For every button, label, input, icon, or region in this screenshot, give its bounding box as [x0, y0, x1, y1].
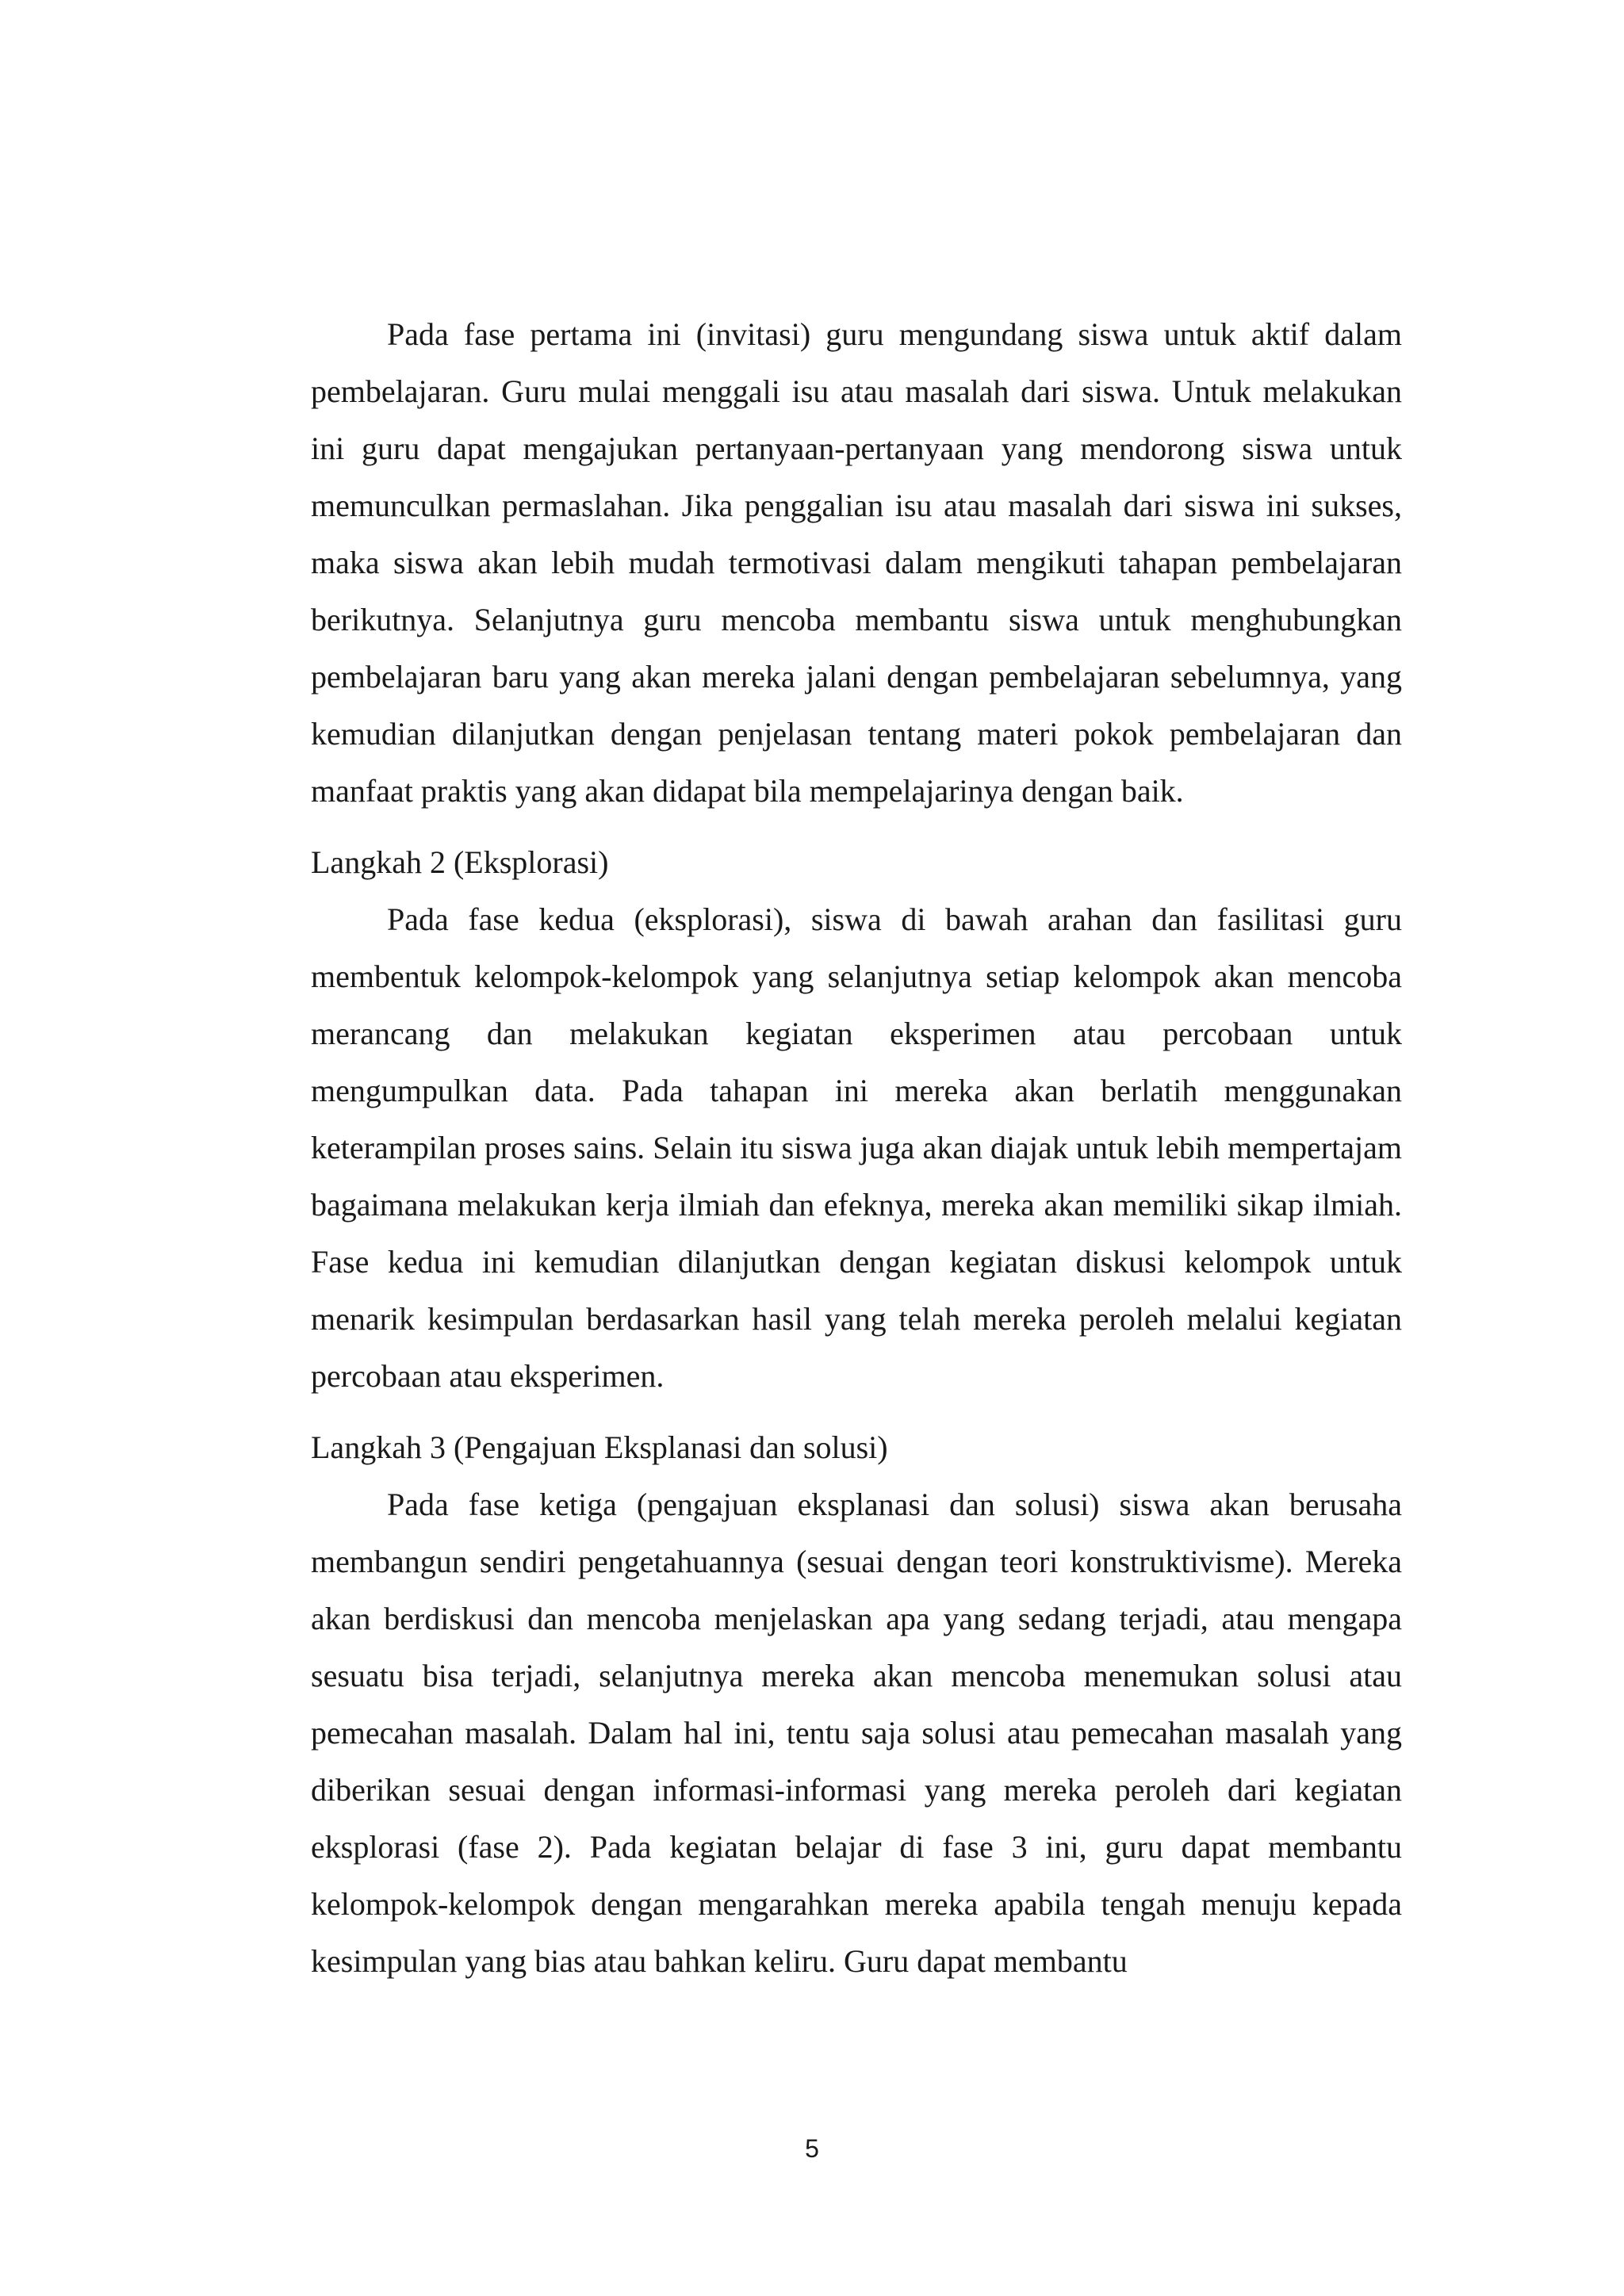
paragraph-eksplanasi: Pada fase ketiga (pengajuan eksplanasi dan solusi) siswa akan berusaha membangun sendiri pengetahuannya (sesuai dengan teori konstruktivisme). Mereka akan berdiskusi dan mencoba menjelaskan apa yang sedang terjadi, atau mengapa sesuatu bisa terjadi, selanjutnya mereka akan mencoba menemukan solusi atau pemecahan masalah. Dalam hal ini, tentu saja solusi atau pemecahan masalah yang diberikan sesuai dengan informasi-informasi yang mereka peroleh dari kegiatan eksplorasi (fase 2). Pada kegiatan belajar di fase 3 ini, guru dapat membantu kelompok-kelompok dengan mengarahkan mereka apabila tengah menuju kepada kesimpulan yang bias atau bahkan keliru. Guru dapat membantu — [311, 1487, 1402, 1979]
paragraph-invitasi: Pada fase pertama ini (invitasi) guru mengundang siswa untuk aktif dalam pembelajaran. Guru mulai menggali isu atau masalah dari siswa. Untuk melakukan ini guru dapat mengajukan pertanyaan-pertanyaan yang mendorong siswa untuk memunculkan permaslahan. Jika penggalian isu atau masalah dari siswa ini sukses, maka siswa akan lebih mudah termotivasi dalam mengikuti tahapan pembelajaran berikutnya. Selanjutnya guru mencoba membantu siswa untuk menghubungkan pembelajaran baru yang akan mereka jalani dengan pembelajaran sebelumnya, yang kemudian dilanjutkan dengan penjelasan tentang materi pokok pembelajaran dan manfaat praktis yang akan didapat bila mempelajarinya dengan baik. — [311, 316, 1402, 809]
heading-langkah-2: Langkah 2 (Eksplorasi) — [311, 844, 609, 880]
paragraph-eksplorasi: Pada fase kedua (eksplorasi), siswa di bawah arahan dan fasilitasi guru membentuk kelompok-kelompok yang selanjutnya setiap kelompok akan mencoba merancang dan melakukan kegiatan eksperimen atau percobaan untuk mengumpulkan data. Pada tahapan ini mereka akan berlatih menggunakan keterampilan proses sains. Selain itu siswa juga akan diajak untuk lebih mempertajam bagaimana melakukan kerja ilmiah dan efeknya, mereka akan memiliki sikap ilmiah. Fase kedua ini kemudian dilanjutkan dengan kegiatan diskusi kelompok untuk menarik kesimpulan berdasarkan hasil yang telah mereka peroleh melalui kegiatan percobaan atau eksperimen. — [311, 901, 1402, 1394]
body-text — [311, 306, 1402, 1990]
page-number: 5 — [805, 2134, 819, 2163]
heading-langkah-3: Langkah 3 (Pengajuan Eksplanasi dan solusi) — [311, 1429, 888, 1465]
